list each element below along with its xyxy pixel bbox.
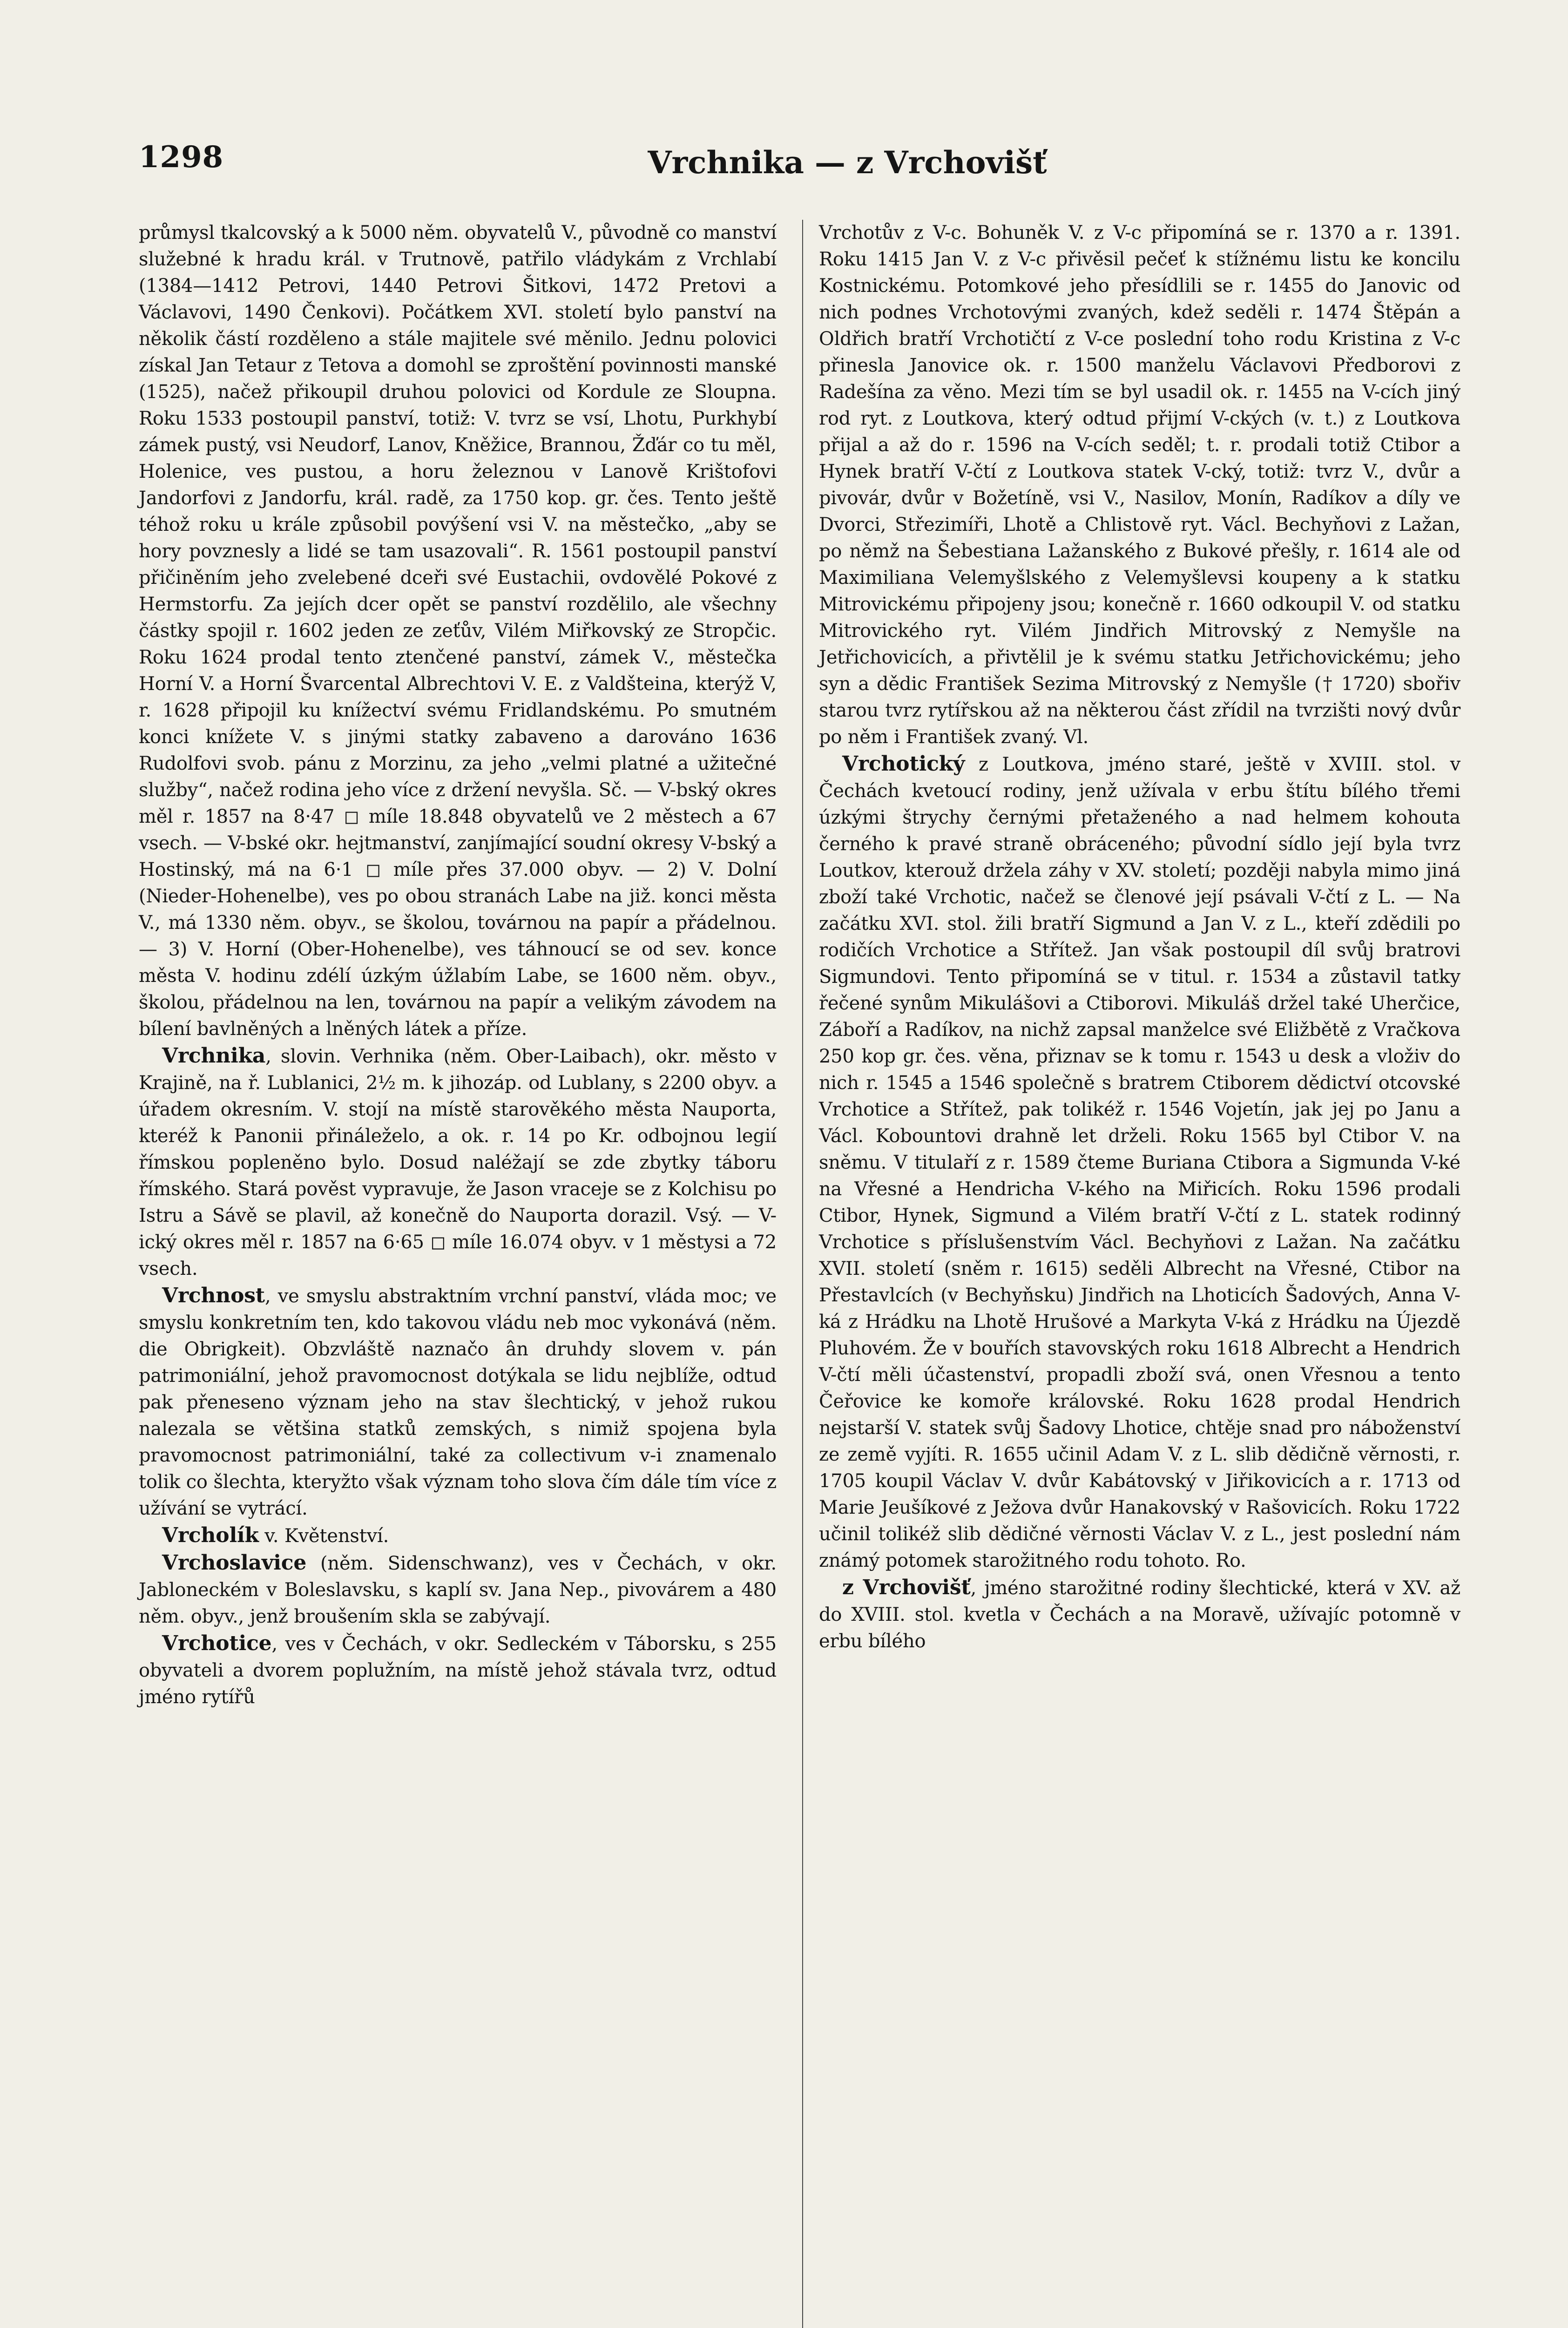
entry-vrchoticky [819,751,1460,1574]
entry-text: z Loutkova, jméno staré, ještě v XVIII. stol. v Čechách kvetoucí rodiny, jenž užívala v erbu štítu bílého třemi úzkými štrychy černými přetaženého a nad helmem kohouta černého k pravé straně obráceného; původní sídlo její byla tvrz Loutkov, kterouž držela záhy v XV. století; později nabyla mimo jiná zboží také Vrchotic, načež se členové její psávali V-čtí z L. — Na začátku XVI. stol. žili bratří Sigmund a Jan V. z L., kteří zdědili po rodičích Vrchotice a Střítež. Jan však postoupil díl svůj bratrovi Sigmundovi. Tento připomíná se v titul. r. 1534 a zůstavil tatky řečené synům Mikulášovi a Ctiborovi. Mikuláš držel také Uherčice, Záboří a Radíkov, na nichž zapsal manželce své Eližbětě z Vračkova 250 kop gr. čes. věna, přiznav se k tomu r. 1543 u desk a vloživ do nich r. 1545 a 1546 společně s bratrem Ctiborem dědictví otcovské Vrchotice a Střítež, pak tolikéž r. 1546 Vojetín, jak jej po Janu a Václ. Kobountovi drahně let drželi. Roku 1565 byl Ctibor V. na sněmu. V titulaří z r. 1589 čteme Buriana Ctibora a Sigmunda V-ké na Vřesné a Hendricha V-kého na Miřicích. Roku 1596 prodali Ctibor, Hynek, Sigmund a Vilém bratří V-čtí z L. statek rodinný Vrchotice s příslušenstvím Václ. Bechyňovi z Lažan. Na začátku XVII. století (sněm r. 1615) seděli Albrecht na Vřesné, Ctibor na Přestavlcích (v Bechyňsku) Jindřich na Lhoticích Šadových, Anna V-ká z Hrádku na Lhotě Hrušové a Markyta V-ká z Hrádku na Újezdě Pluhovém. Že v bouřích stavovských roku 1618 Albrecht a Hendrich V-čtí měli účastenství, propadli zboží svá, onen Vřesnou a tento Čeřovice ke komoře královské. Roku 1628 prodal Hendrich nejstarší V. statek svůj Šadovy Lhotice, chtěje snad pro náboženství ze země vyjíti. R. 1655 učinil Adam V. z L. slib dědičně věrnosti, r. 1705 koupil Václav V. dvůr Kabátovský v Jiřikovicích a r. 1713 od Marie Jeušíkové z Ježova dvůr Hanakovský v Rašovicích. Roku 1722 učinil tolikéž slib dědičné věrnosti Václav V. z L., jest poslední nám známý potomek starožitného rodu tohoto. Ro. [819,754,1460,1571]
entry-text: průmysl tkalcovský a k 5000 něm. obyvatelů V., původně co manství služebné k hradu král. v Trutnově, patřilo vládykám z Vrchlabí (1384—1412 Petrovi, 1440 Petrovi Šitkovi, 1472 Pretovi a Václavovi, 1490 Čenkovi). Počátkem XVI. století bylo panství na několik částí rozděleno a stále majitele své měnilo. Jednu polovici získal Jan Tetaur z Tetova a domohl se zproštění povinnosti manské (1525), načež přikoupil druhou polovici od Kordule ze Sloupna. Roku 1533 postoupil panství, totiž: V. tvrz se vsí, Lhotu, Purkhybí zámek pustý, vsi Neudorf, Lanov, Kněžice, Brannou, Žďár co tu měl, Holenice, ves pustou, a horu železnou v Lanově Krištofovi Jandorfovi z Jandorfu, král. radě, za 1750 kop. gr. čes. Tento ještě téhož roku u krále způsobil povýšení vsi V. na městečko, „aby se hory povznesly a lidé se tam usazovali“. R. 1561 postoupil panství přičiněním jeho zvelebené dceři své Eustachii, ovdovělé Pokové z Hermstorfu. Za jejích dcer opět se panství rozdělilo, ale všechny částky spojil r. 1602 jeden ze zeťův, Vilém Miřkovský ze Stropčic. Roku 1624 prodal tento ztenčené panství, zámek V., městečka Horní V. a Horní Švarcental Albrechtovi V. E. z Valdšteina, kterýž V, r. 1628 připojil ku knížectví svému Fridlandskému. Po smutném konci knížete V. s jinými statky zabaveno a darováno 1636 Rudolfovi svob. pánu z Morzinu, za jeho „velmi platné a užitečné služby“, načež rodina jeho více z držení nevyšla. Sč. — V-bský okres měl r. 1857 na 8·47 ◻ míle 18.848 obyvatelů ve 2 městech a 67 vsech. — V-bské okr. hejtmanství, zanjímající soudní okresy V-bský a Hostinský, má na 6·1 ◻ míle přes 37.000 obyv. — 2) V. Dolní (Nieder-Hohenelbe), ves po obou stranách Labe na již. konci města V., má 1330 něm. obyv., se školou, továrnou na papír a přádelnou. — 3) V. Horní (Ober-Hohenelbe), ves táhnoucí se od sev. konce města V. hodinu zdélí úzkým úžlabím Labe, se 1600 něm. obyv., školou, přádelnou na len, továrnou na papír a velikým závodem na bílení bavlněných a lněných látek a příze. [139,222,777,1040]
entry-text: , ve smyslu abstraktním vrchní panství, vláda moc; ve smyslu konkretním ten, kdo takovou vládu neb moc vykonává (něm. die Obrigkeit). Obzvláště naznačo ân druhdy slovem v. pán patrimoniální, jehož pravomocnost dotýkala se lidu nejblíže, odtud pak přeneseno význam jeho na stav šlechtický, v jehož rukou nalezala se většina statků zemských, s nimiž spojena byla pravomocnost patrimoniální, také za collectivum v-i znamenalo tolik co šlechta, kteryžto však význam toho slova čím dále tím více z užívání se vytrácí. [139,1286,777,1519]
entry-continuation [139,220,777,1042]
headword: Vrchoslavice [162,1551,307,1575]
running-head: Vrchnika — z Vrchovišť [648,144,1047,181]
entry-text: v. Květenství. [258,1525,389,1547]
entry-vrchnika [139,1042,777,1282]
headword: Vrchnika [162,1044,266,1068]
entry-text: , slovin. Verhnika (něm. Ober-Laibach), okr. město v Krajině, na ř. Lublanici, 2½ m. k jihozáp. od Lublany, s 2200 obyv. a úřadem okresním. V. stojí na místě starověkého města Nauporta, kteréž k Panonii přináleželo, a ok. r. 14 po Kr. odbojnou legií římskou popleněno bylo. Dosud naléžají se zde zbytky táboru římského. Stará pověst vypravuje, že Jason vraceje se z Kolchisu po Istru a Sávě se plavil, až konečně do Nauporta dorazil. Vsý. — V-ický okres měl r. 1857 na 6·65 ◻ míle 16.074 obyv. v 1 městysi a 72 vsech. [139,1046,777,1279]
headword: Vrchotice [162,1631,272,1655]
entry-text: , ves v Čechách, v okr. Sedleckém v Táborsku, s 255 obyvateli a dvorem poplužním, na místě jehož stávala tvrz, odtud jméno rytířů [139,1633,777,1708]
entry-vrcholik [139,1522,777,1550]
headword: Vrcholík [162,1523,259,1547]
headword: Vrchotický [842,752,965,776]
right-column [819,220,1460,1655]
entry-vrchoslavice [139,1550,777,1630]
page-number: 1298 [139,140,224,175]
headword: z Vrchovišť [842,1576,971,1599]
left-column [139,220,777,1711]
entry-vrchnost [139,1282,777,1522]
headword: Vrchnost [162,1284,265,1307]
entry-vrchotice [139,1630,777,1711]
entry-z-vrchovist [819,1574,1460,1655]
column-divider [802,220,803,2328]
entry-text: Vrchotův z V-c. Bohuněk V. z V-c připomíná se r. 1370 a r. 1391. Roku 1415 Jan V. z V-c přivěsil pečeť k stížnému listu ke koncilu Kostnickému. Potomkové jeho přesídlili se r. 1455 do Janovic od nich podnes Vrchotovými zvaných, kdež seděli r. 1474 Štěpán a Oldřich bratří Vrchotičtí z V-ce poslední toho rodu Kristina z V-c přinesla Janovice ok. r. 1500 manželu Václavovi Předborovi z Radešína za věno. Mezi tím se byl usadil ok. r. 1455 na V-cích jiný rod ryt. z Loutkova, který odtud přijmí V-ckých (v. t.) z Loutkova přijal a až do r. 1596 na V-cích seděl; t. r. prodali totiž Ctibor a Hynek bratří V-čtí z Loutkova statek V-cký, totiž: tvrz V., dvůr a pivovár, dvůr v Božetíně, vsi V., Nasilov, Monín, Radíkov a díly ve Dvorci, Střezimíři, Lhotě a Chlistově ryt. Václ. Bechyňovi z Lažan, po němž na Šebestiana Lažanského z Bukové přešly, r. 1614 ale od Maximiliana Velemyšlského z Velemyšlevsi koupeny a k statku Mitrovickému připojeny jsou; konečně r. 1660 odkoupil V. od statku Mitrovického ryt. Vilém Jindřich Mitrovský z Nemyšle na Jetřichovicích, a přivtělil je k svému statku Jetřichovickému; jeho syn a dědic František Sezima Mitrovský z Nemyšle († 1720) sbořiv starou tvrz rytířskou až na některou část zřídil na tvrzišti nový dvůr po něm i František zvaný. Vl. [819,222,1460,748]
entry-text: (něm. Sidenschwanz), ves v Čechách, v okr. Jabloneckém v Boleslavsku, s kaplí sv. Jana Nep., pivovárem a 480 něm. obyv., jenž broušením skla se zabývají. [139,1553,777,1627]
entry-continuation [819,220,1460,751]
entry-text: , jméno starožitné rodiny šlechtické, která v XV. až do XVIII. stol. kvetla v Čechách a na Moravě, užívajíc potomně v erbu bílého [819,1577,1460,1652]
